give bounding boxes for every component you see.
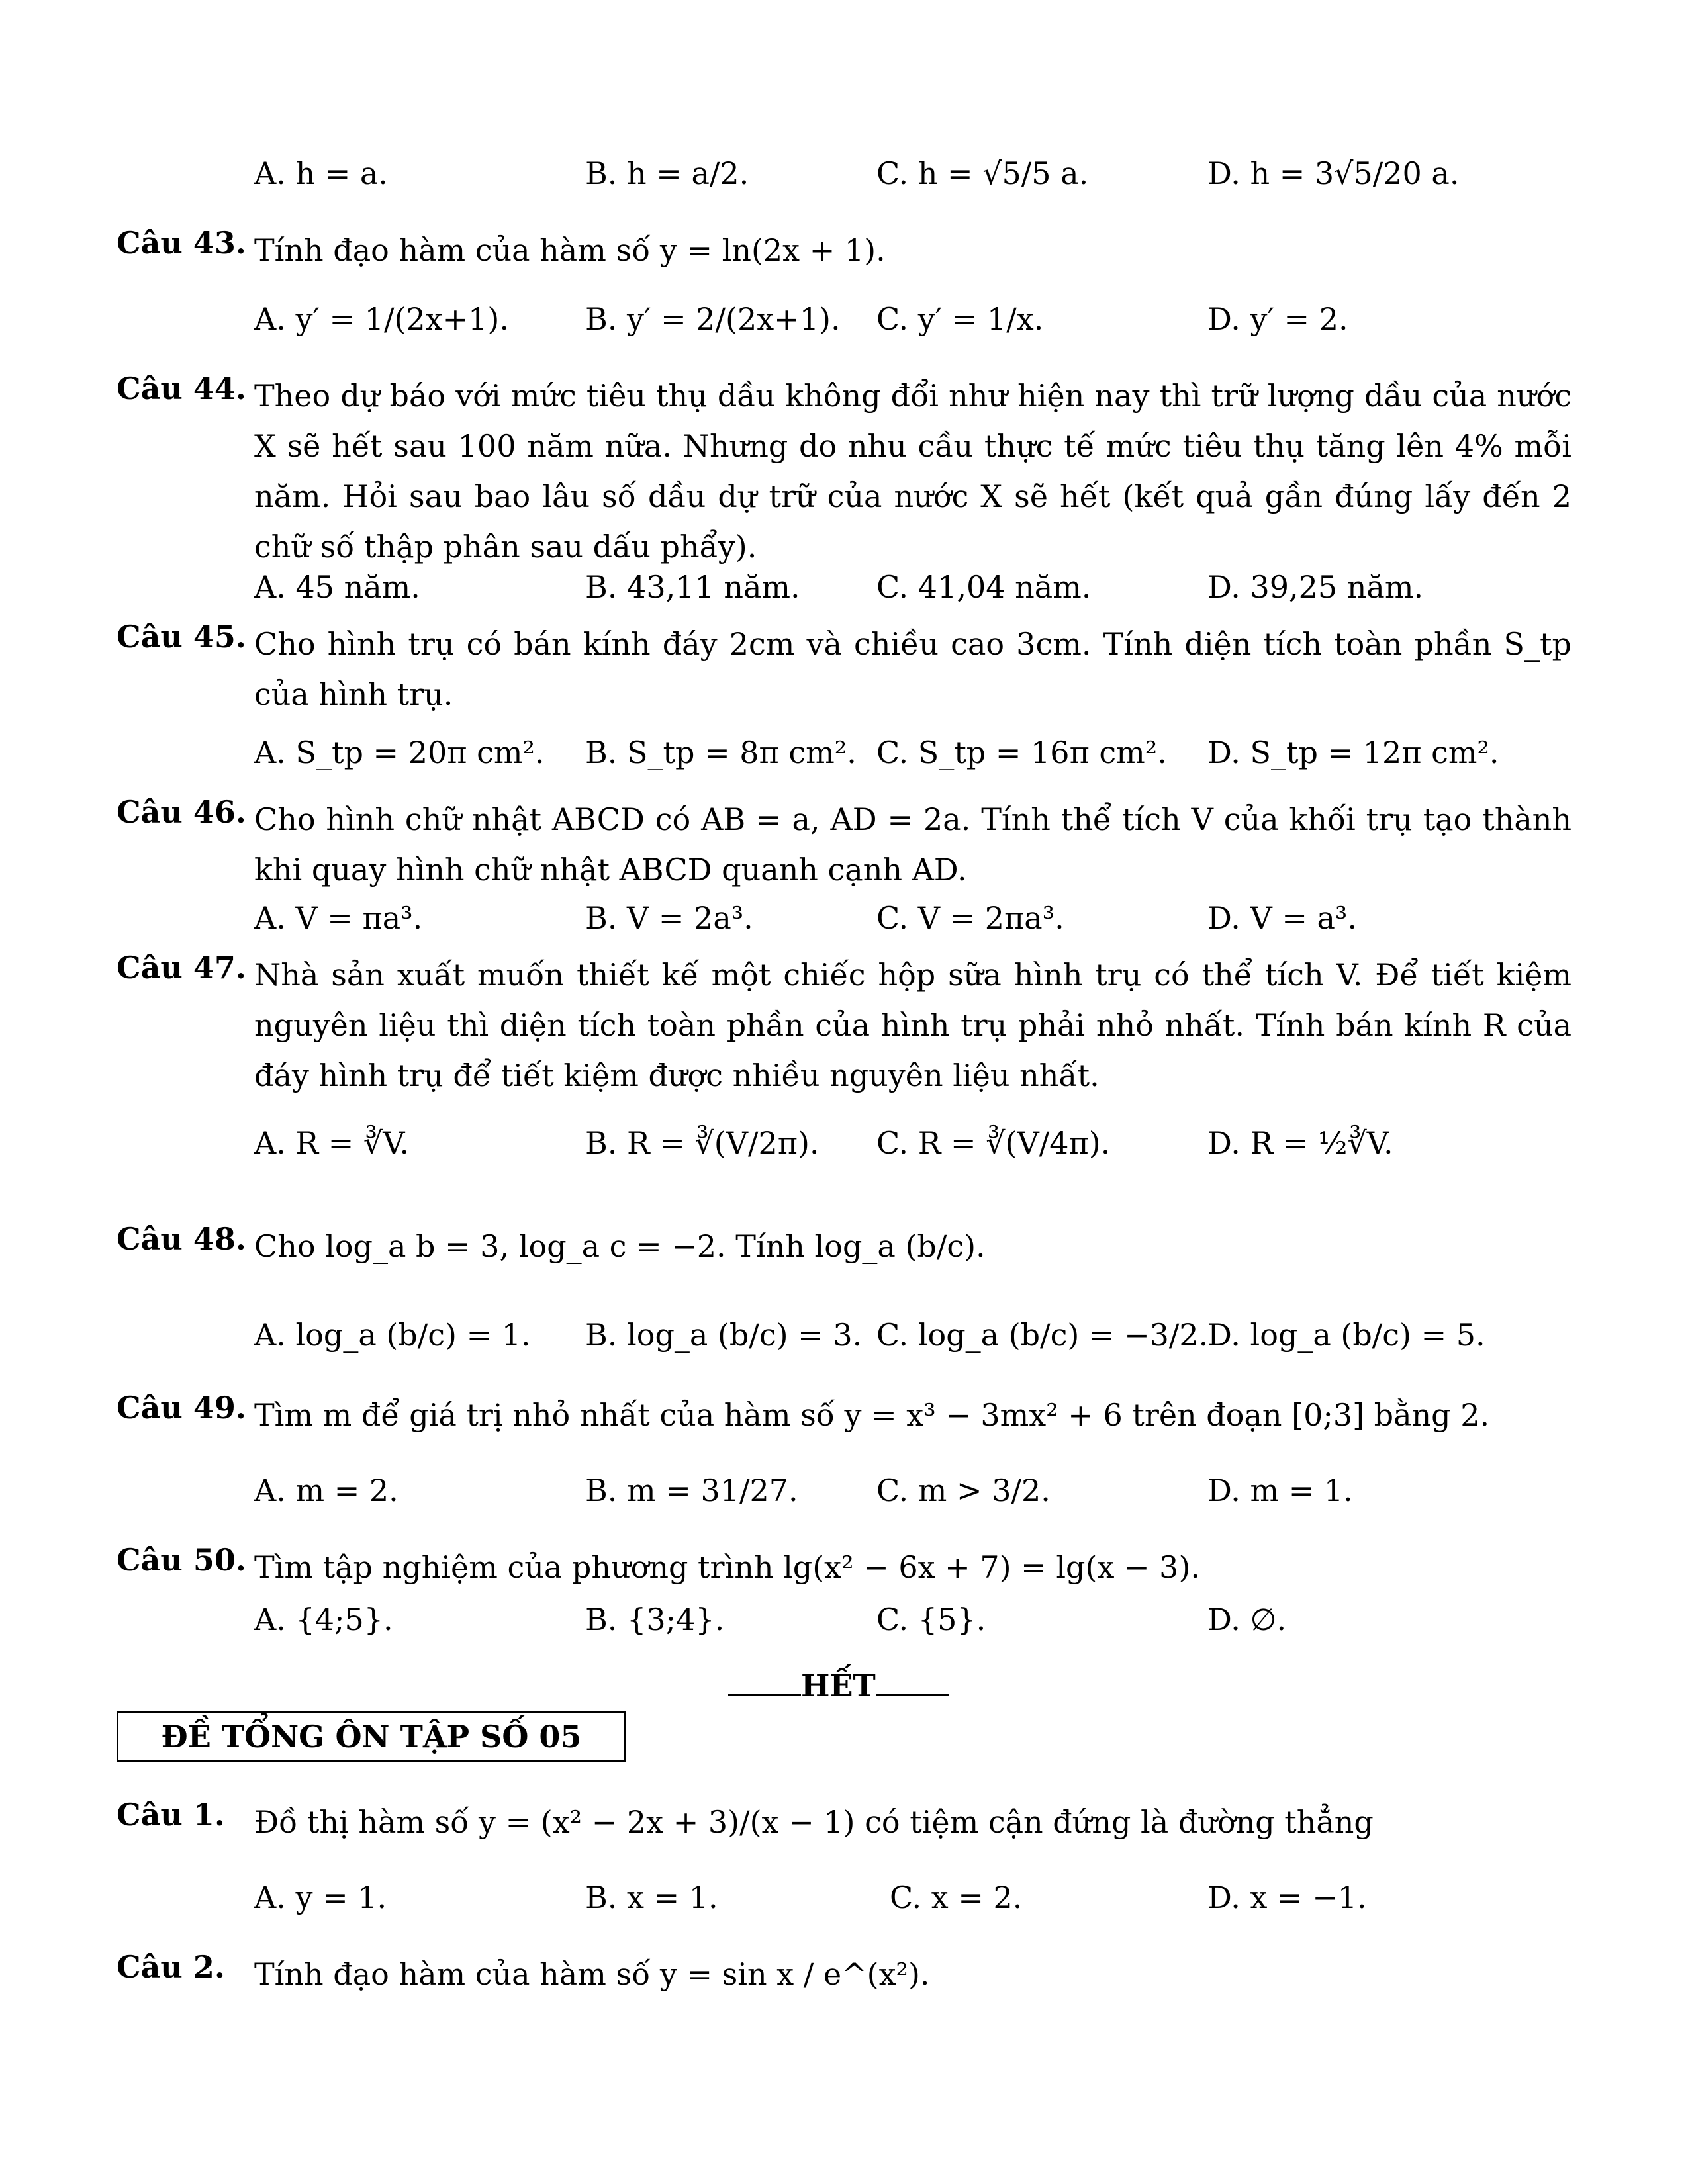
- q48-option-c: C. log_a (b/c) = −3/2.: [876, 1317, 1209, 1353]
- q47-option-d: D. R = ½∛V.: [1207, 1125, 1393, 1161]
- question-label: Câu 50.: [117, 1542, 246, 1578]
- question-label: Câu 44.: [117, 371, 246, 406]
- question-label: Câu 1.: [117, 1797, 225, 1833]
- q49-option-a: A. m = 2.: [254, 1473, 399, 1508]
- new-q1-option-b: B. x = 1.: [585, 1880, 718, 1915]
- q43-option-c: C. y′ = 1/x.: [876, 301, 1044, 337]
- question-text: Cho hình trụ có bán kính đáy 2cm và chiều cao 3cm. Tính diện tích toàn phần S_tp của hình trụ.: [254, 626, 1571, 712]
- question-text: Tính đạo hàm của hàm số y = sin x / e^(x²).: [254, 1956, 930, 1992]
- q50-option-c: C. {5}.: [876, 1602, 986, 1637]
- q50-option-d: D. ∅.: [1207, 1602, 1287, 1637]
- q46-option-d: D. V = a³.: [1207, 900, 1357, 936]
- q48-option-a: A. log_a (b/c) = 1.: [254, 1317, 531, 1353]
- section-title: ĐỀ TỔNG ÔN TẬP SỐ 05: [117, 1711, 626, 1762]
- q42-option-c: C. h = √5/5 a.: [876, 156, 1089, 191]
- q43-option-b: B. y′ = 2/(2x+1).: [585, 301, 841, 337]
- divider: [728, 1694, 801, 1696]
- q43-option-a: A. y′ = 1/(2x+1).: [254, 301, 509, 337]
- q42-option-a: A. h = a.: [254, 156, 388, 191]
- q46-option-b: B. V = 2a³.: [585, 900, 753, 936]
- q42-option-d: D. h = 3√5/20 a.: [1207, 156, 1460, 191]
- question-text: Theo dự báo với mức tiêu thụ dầu không đổi như hiện nay thì trữ lượng dầu của nước X sẽ hết sau 100 năm nữa. Nhưng do nhu cầu thực tế mức tiêu thụ tăng lên 4% mỗi năm. Hỏi sau bao lâu số dầu dự trữ của nước X sẽ hết (kết quả gần đúng lấy đến 2 chữ số thập phân sau dấu phẩy).: [254, 378, 1571, 565]
- question-label: Câu 2.: [117, 1949, 225, 1985]
- question-text: Cho log_a b = 3, log_a c = −2. Tính log_a (b/c).: [254, 1228, 986, 1264]
- q42-option-b: B. h = a/2.: [585, 156, 749, 191]
- q49-option-c: C. m > 3/2.: [876, 1473, 1051, 1508]
- question-label: Câu 49.: [117, 1390, 246, 1426]
- new-q1-option-c: C. x = 2.: [890, 1880, 1023, 1915]
- question-label: Câu 48.: [117, 1221, 246, 1257]
- q49-option-d: D. m = 1.: [1207, 1473, 1353, 1508]
- question-text: Cho hình chữ nhật ABCD có AB = a, AD = 2a. Tính thể tích V của khối trụ tạo thành khi quay hình chữ nhật ABCD quanh cạnh AD.: [254, 801, 1571, 887]
- question-text: Tìm tập nghiệm của phương trình lg(x² − 6x + 7) = lg(x − 3).: [254, 1549, 1201, 1585]
- question-text: Đồ thị hàm số y = (x² − 2x + 3)/(x − 1) có tiệm cận đứng là đường thẳng: [254, 1804, 1374, 1840]
- divider: [876, 1694, 949, 1696]
- q44-option-c: C. 41,04 năm.: [876, 569, 1092, 605]
- q44-option-b: B. 43,11 năm.: [585, 569, 800, 605]
- q45-option-b: B. S_tp = 8π cm².: [585, 735, 857, 770]
- end-marker: [728, 1668, 949, 1704]
- new-q1-option-a: A. y = 1.: [254, 1880, 387, 1915]
- question-label: Câu 46.: [117, 794, 246, 830]
- question-label: Câu 47.: [117, 950, 246, 985]
- new-q1-option-d: D. x = −1.: [1207, 1880, 1367, 1915]
- question-label: Câu 43.: [117, 225, 246, 261]
- q44-option-d: D. 39,25 năm.: [1207, 569, 1424, 605]
- q46-option-a: A. V = πa³.: [254, 900, 423, 936]
- q49-option-b: B. m = 31/27.: [585, 1473, 798, 1508]
- end-marker-text: HẾT: [801, 1668, 876, 1704]
- q43-option-d: D. y′ = 2.: [1207, 301, 1348, 337]
- question-text: Tìm m để giá trị nhỏ nhất của hàm số y = x³ − 3mx² + 6 trên đoạn [0;3] bằng 2.: [254, 1397, 1490, 1433]
- q46-option-c: C. V = 2πa³.: [876, 900, 1064, 936]
- q50-option-a: A. {4;5}.: [254, 1602, 393, 1637]
- q48-option-d: D. log_a (b/c) = 5.: [1207, 1317, 1485, 1353]
- q48-option-b: B. log_a (b/c) = 3.: [585, 1317, 863, 1353]
- q47-option-a: A. R = ∛V.: [254, 1125, 409, 1161]
- q45-option-a: A. S_tp = 20π cm².: [254, 735, 545, 770]
- question-label: Câu 45.: [117, 619, 246, 655]
- q45-option-c: C. S_tp = 16π cm².: [876, 735, 1167, 770]
- q44-option-a: A. 45 năm.: [254, 569, 420, 605]
- q50-option-b: B. {3;4}.: [585, 1602, 725, 1637]
- question-text: Nhà sản xuất muốn thiết kế một chiếc hộp sữa hình trụ có thể tích V. Để tiết kiệm nguyên liệu thì diện tích toàn phần của hình trụ phải nhỏ nhất. Tính bán kính R của đáy hình trụ để tiết kiệm được nhiều nguyên liệu nhất.: [254, 957, 1571, 1093]
- q47-option-c: C. R = ∛(V/4π).: [876, 1125, 1111, 1161]
- q47-option-b: B. R = ∛(V/2π).: [585, 1125, 820, 1161]
- q45-option-d: D. S_tp = 12π cm².: [1207, 735, 1499, 770]
- question-text: Tính đạo hàm của hàm số y = ln(2x + 1).: [254, 232, 886, 268]
